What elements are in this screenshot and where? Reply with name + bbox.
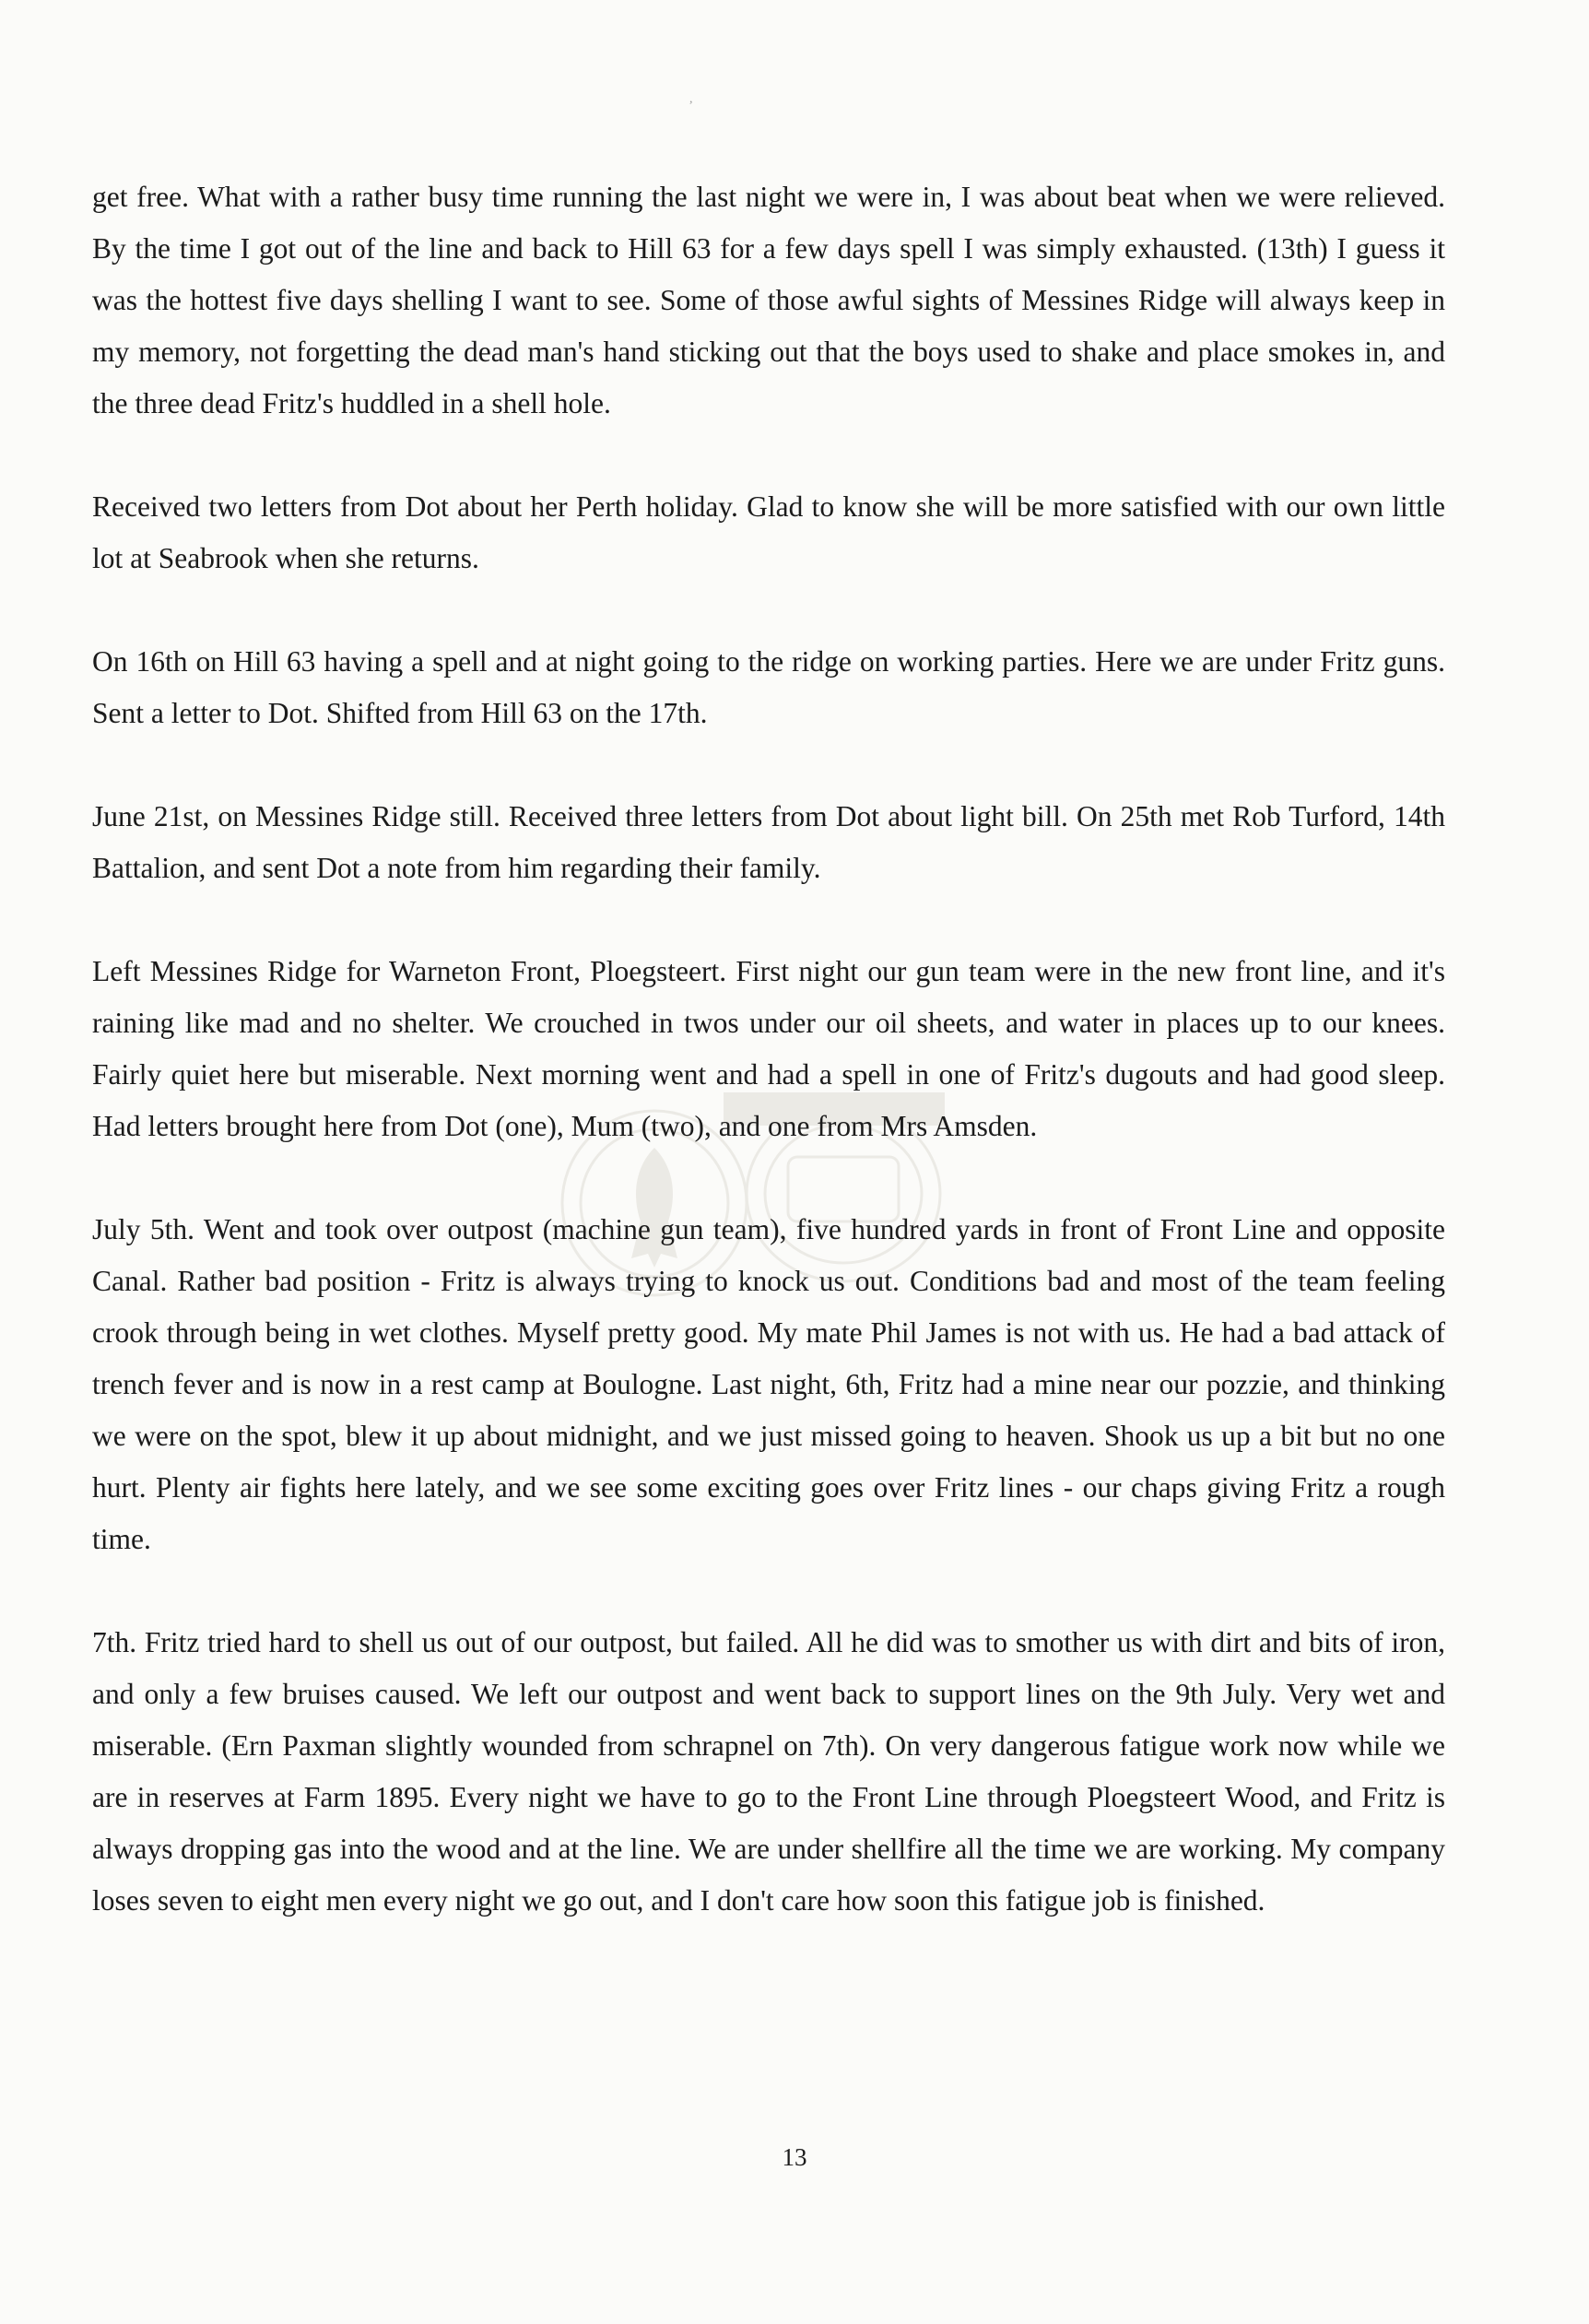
paragraph-5: Left Messines Ridge for Warneton Front, Ploegsteert. First night our gun team were in the new front line, and it's raining like mad and no shelter. We crouched in twos under our oil sheets, and water in places up to our knees. Fairly quiet here but miserable. Next morning went and had a spell in one of Fritz's dugouts and had good sleep. Had letters brought here from Dot (one), Mum (two), and one from Mrs Amsden. [92,955,1445,1142]
diary-text [92,171,1445,1927]
paragraph-3: On 16th on Hill 63 having a spell and at night going to the ridge on working parties. Here we are under Fritz guns. Sent a letter to Dot. Shifted from Hill 63 on the 17th. [92,645,1445,729]
paragraph-1: get free. What with a rather busy time running the last night we were in, I was about beat when we were relieved. By the time I got out of the line and back to Hill 63 for a few days spell I was simply exhausted. (13th) I guess it was the hottest five days shelling I want to see. Some of those awful sights of Messines Ridge will always keep in my memory, not forgetting the dead man's hand sticking out that the boys used to shake and place smokes in, and the three dead Fritz's huddled in a shell hole. [92,181,1445,419]
paragraph-2: Received two letters from Dot about her Perth holiday. Glad to know she will be more satisfied with our own little lot at Seabrook when she returns. [92,490,1445,574]
scan-mark: , [689,92,693,106]
paragraph-6: July 5th. Went and took over outpost (machine gun team), five hundred yards in front of Front Line and opposite Canal. Rather bad position - Fritz is always trying to knock us out. Conditions bad and most of the team feeling crook through being in wet clothes. Myself pretty good. My mate Phil James is not with us. He had a bad attack of trench fever and is now in a rest camp at Boulogne. Last night, 6th, Fritz had a mine near our pozzie, and thinking we were on the spot, blew it up about midnight, and we just missed going to heaven. Shook us up a bit but no one hurt. Plenty air fights here lately, and we see some exciting goes over Fritz lines - our chaps giving Fritz a rough time. [92,1213,1445,1555]
page-number: 13 [782,2143,807,2171]
paragraph-7: 7th. Fritz tried hard to shell us out of our outpost, but failed. All he did was to smother us with dirt and bits of iron, and only a few bruises caused. We left our outpost and went back to support lines on the 9th July. Very wet and miserable. (Ern Paxman slightly wounded from schrapnel on 7th). On very dangerous fatigue work now while we are in reserves at Farm 1895. Every night we have to go to the Front Line through Ploegsteert Wood, and Fritz is always dropping gas into the wood and at the line. We are under shellfire all the time we are working. My company loses seven to eight men every night we go out, and I don't care how soon this fatigue job is finished. [92,1626,1445,1917]
paragraph-4: June 21st, on Messines Ridge still. Received three letters from Dot about light bill. On 25th met Rob Turford, 14th Battalion, and sent Dot a note from him regarding their family. [92,800,1445,884]
